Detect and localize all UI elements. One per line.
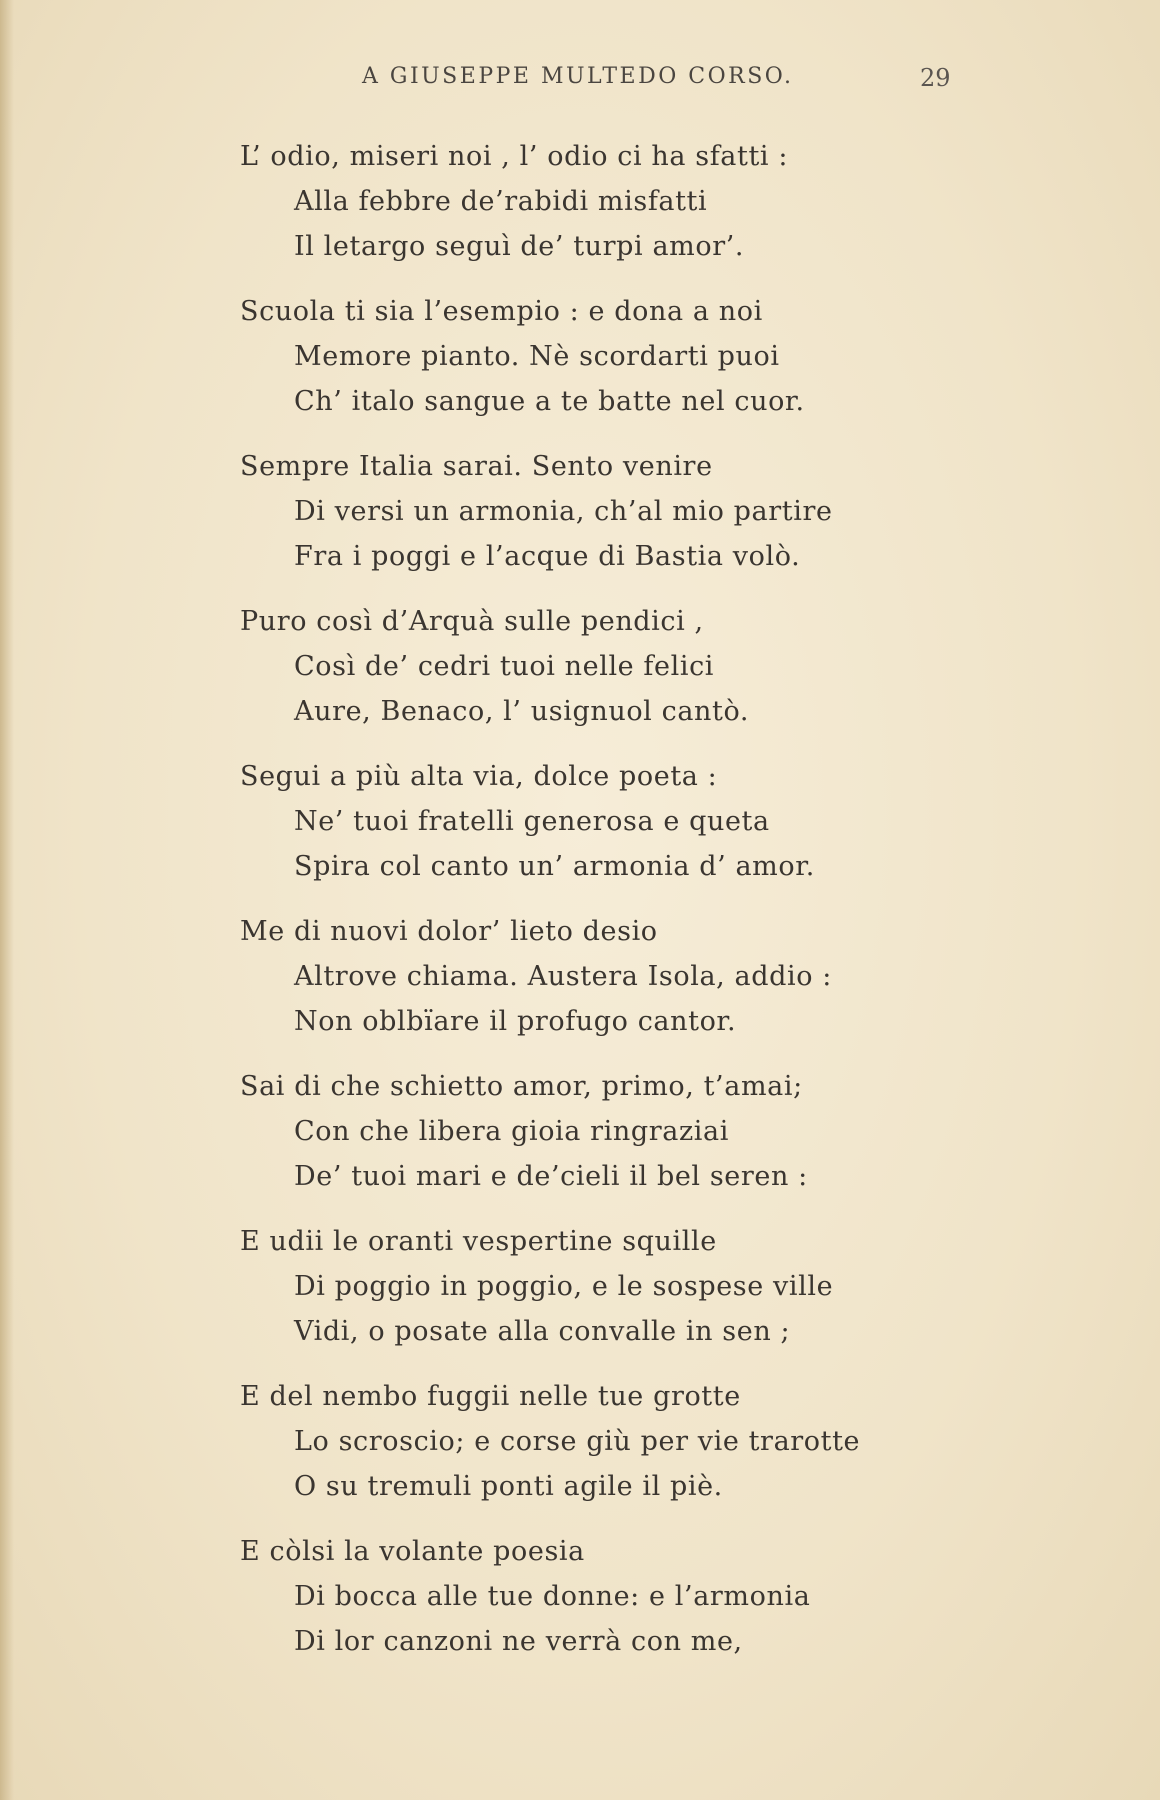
verse-line: Ch’ italo sangue a te batte nel cuor. [294,386,805,417]
verse-line: Fra i poggi e l’acque di Bastia volò. [294,541,801,572]
stanza-2 [240,289,1120,424]
verse-line: Sempre Italia sarai. Sento venire [240,451,713,482]
stanza-9 [240,1374,1120,1509]
stanza-3 [240,444,1120,579]
stanza-8 [240,1219,1120,1354]
verse-line: Puro così d’Arquà sulle pendici , [240,606,704,637]
verse-line: Di lor canzoni ne verrà con me, [294,1626,743,1657]
verse-line: O su tremuli ponti agile il piè. [294,1471,723,1502]
poem-body [240,134,1120,1684]
verse-line: Di poggio in poggio, e le sospese ville [294,1271,834,1302]
stanza-5 [240,754,1120,889]
verse-line: Vidi, o posate alla convalle in sen ; [294,1316,791,1347]
verse-line: Lo scroscio; e corse giù per vie trarotte [294,1426,861,1457]
verse-line: Spira col canto un’ armonia d’ amor. [294,851,815,882]
page-number: 29 [920,64,951,92]
verse-line: Alla febbre de’rabidi misfatti [294,186,708,217]
verse-line: Di bocca alle tue donne: e l’armonia [294,1581,811,1612]
stanza-6 [240,909,1120,1044]
verse-line: Il letargo seguì de’ turpi amor’. [294,231,745,262]
verse-line: Così de’ cedri tuoi nelle felici [294,651,715,682]
verse-line: Con che libera gioia ringraziai [294,1116,729,1147]
verse-line: Di versi un armonia, ch’al mio partire [294,496,833,527]
stanza-4 [240,599,1120,734]
verse-line: Scuola ti sia l’esempio : e dona a noi [240,296,763,327]
running-title: A GIUSEPPE MULTEDO CORSO. [362,64,794,89]
verse-line: Ne’ tuoi fratelli generosa e queta [294,806,770,837]
stanza-7 [240,1064,1120,1199]
verse-line: De’ tuoi mari e de’cieli il bel seren : [294,1161,808,1192]
verse-line: Altrove chiama. Austera Isola, addio : [294,961,832,992]
verse-line: E udii le oranti vespertine squille [240,1226,717,1257]
page-header [0,64,1160,94]
page-edge-shadow [0,0,14,1800]
stanza-1 [240,134,1120,269]
stanza-10 [240,1529,1120,1664]
verse-line: Memore pianto. Nè scordarti puoi [294,341,780,372]
verse-line: Segui a più alta via, dolce poeta : [240,761,718,792]
verse-line: E còlsi la volante poesia [240,1536,585,1567]
verse-line: L’ odio, miseri noi , l’ odio ci ha sfatti : [240,141,789,172]
verse-line: Non oblbïare il profugo cantor. [294,1006,737,1037]
verse-line: Aure, Benaco, l’ usignuol cantò. [294,696,750,727]
verse-line: Sai di che schietto amor, primo, t’amai; [240,1071,803,1102]
verse-line: E del nembo fuggii nelle tue grotte [240,1381,741,1412]
verse-line: Me di nuovi dolor’ lieto desio [240,916,658,947]
